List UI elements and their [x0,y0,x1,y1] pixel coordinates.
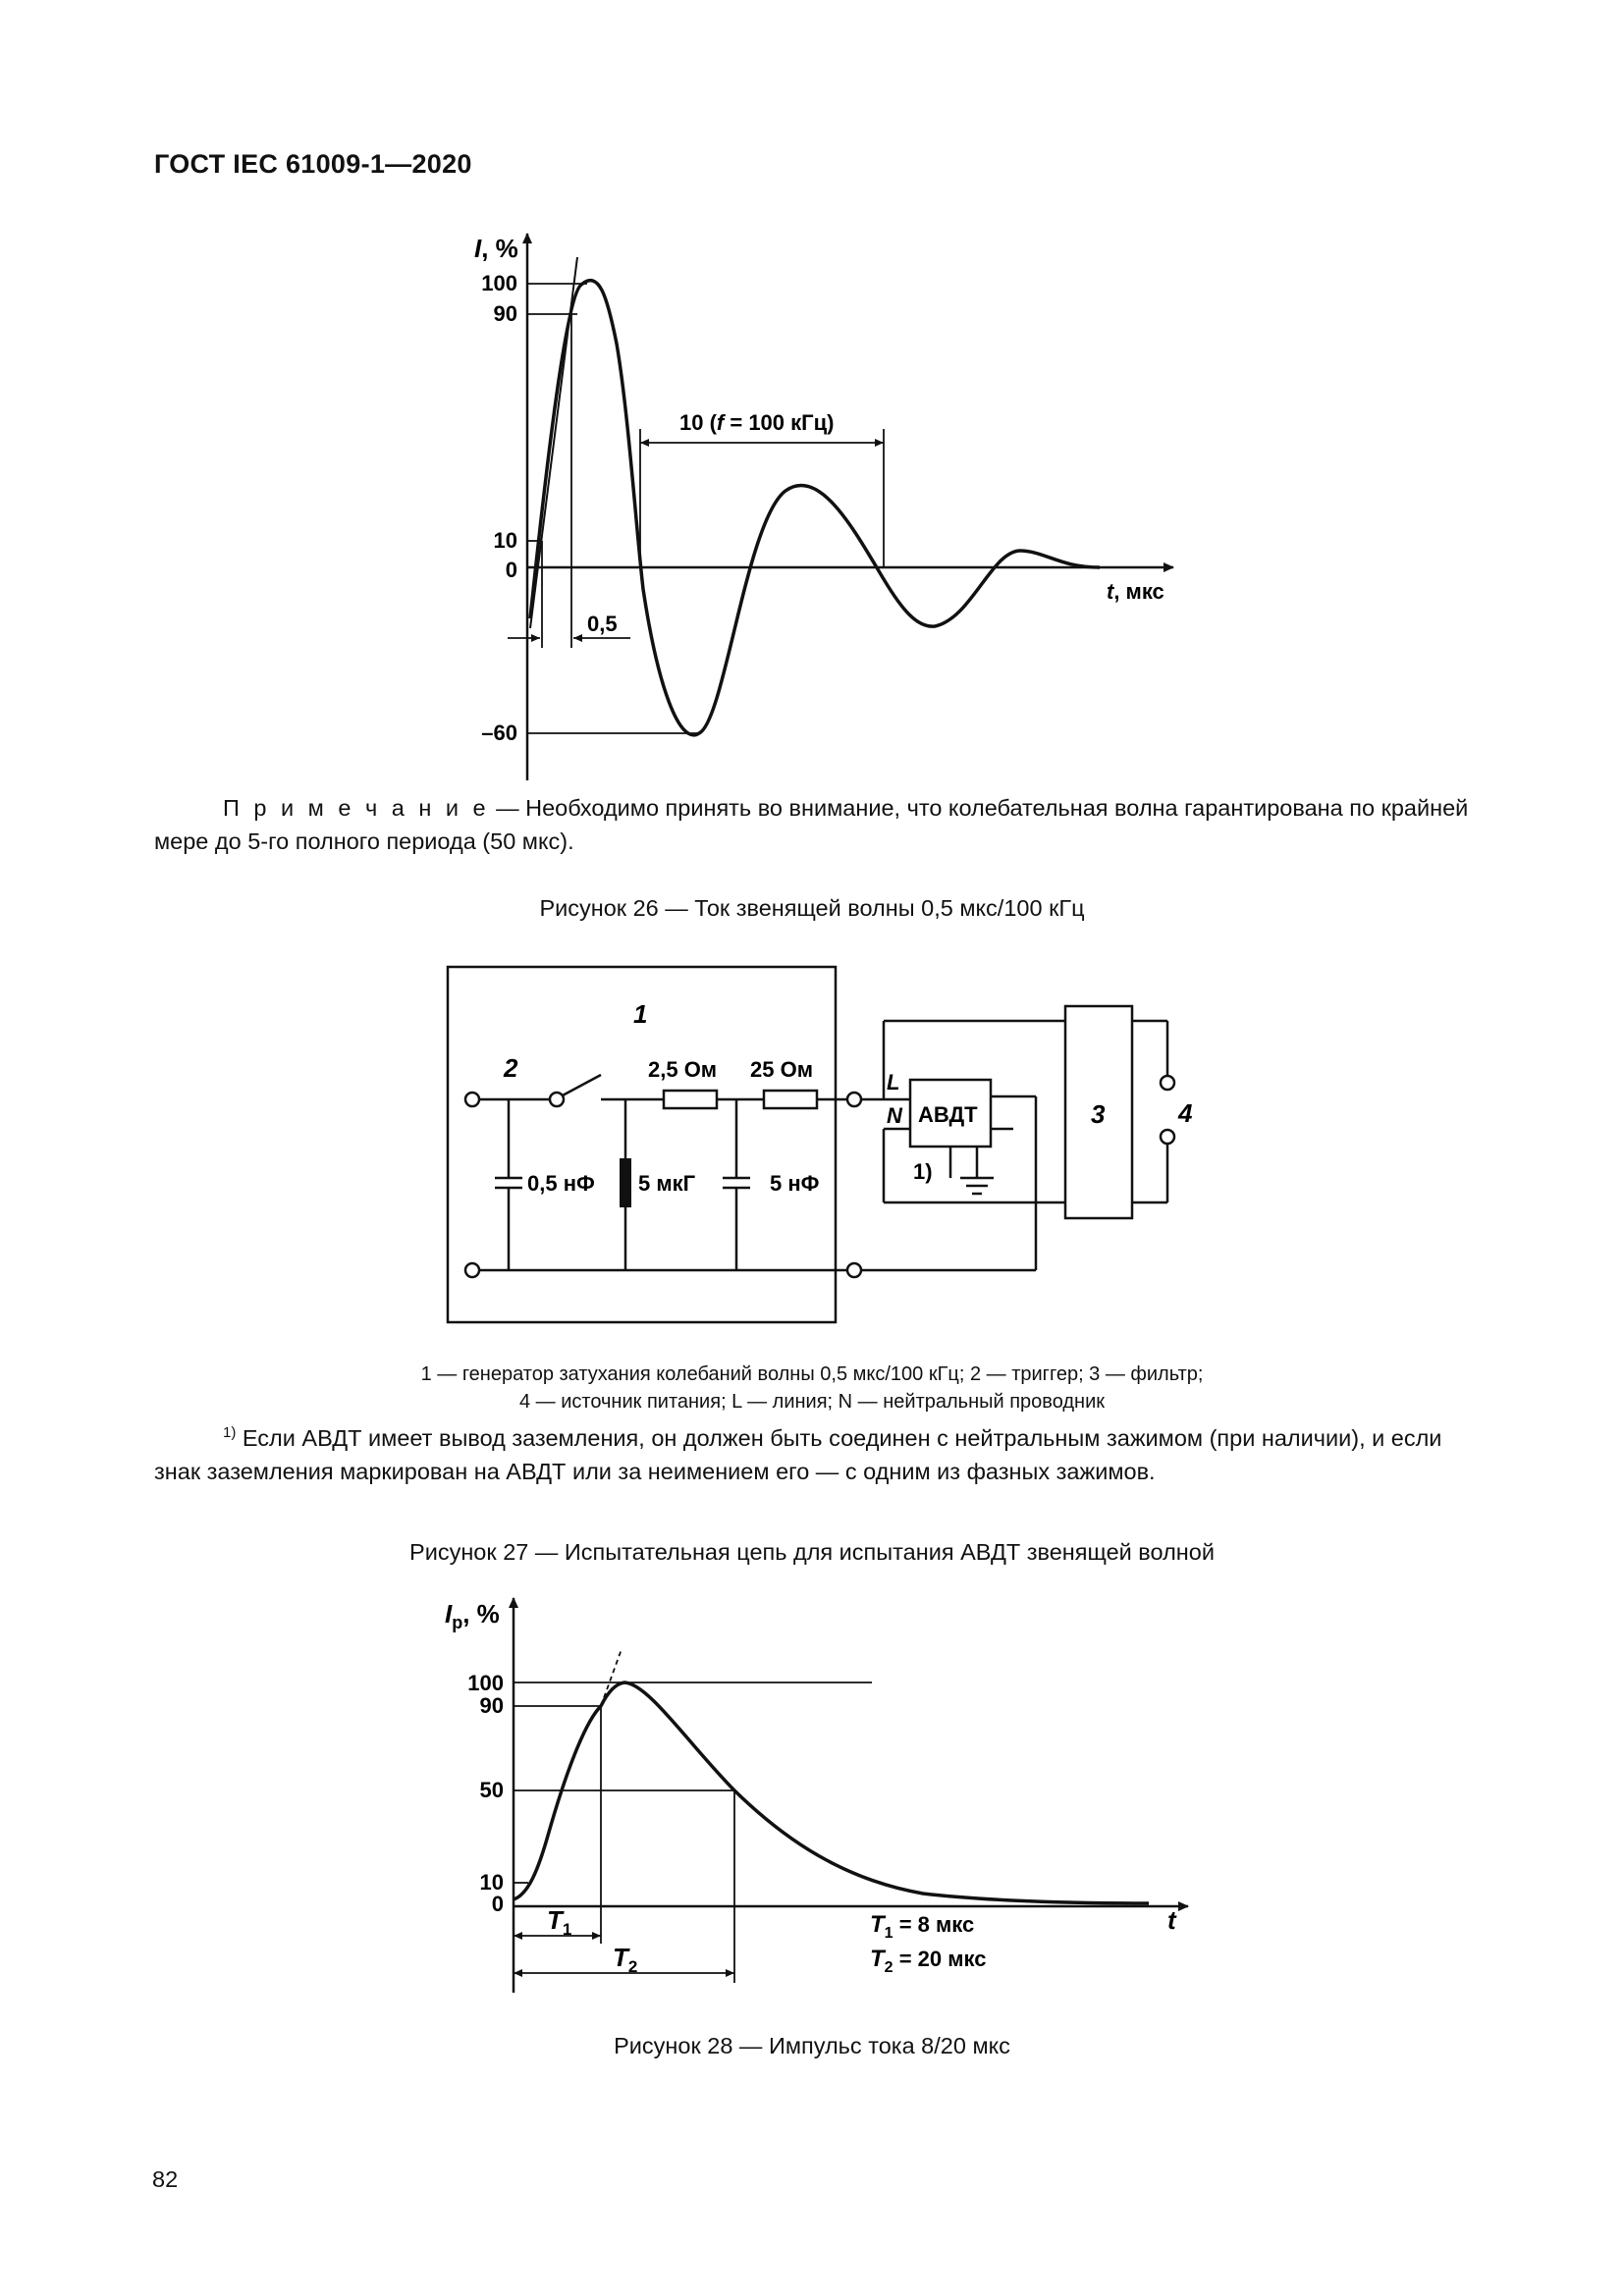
x-axis-label: t, мкс [1107,579,1164,604]
tick-50: 50 [479,1778,504,1802]
label-filter: 3 [1091,1099,1106,1129]
figure-27-legend-line-2: 4 — источник питания; L — линия; N — нейтральный проводник [518,1391,1106,1413]
t2-value: $T_2 = 20$ мкс [870,1946,987,1976]
tick-100: 100 [467,1671,504,1695]
period-label: 10 (f = 100 кГц) [679,410,835,435]
device-label: АВДТ [918,1102,978,1127]
figure-28-caption: Рисунок 28 — Импульс тока 8/20 мкс [614,2033,1010,2058]
document-header: ГОСТ IEC 61009-1—2020 [154,149,472,179]
line-label: L [887,1070,900,1095]
x-axis-label: t [1167,1905,1176,1935]
figure-26-caption: Рисунок 26 — Ток звенящей волны 0,5 мкс/100 кГц [539,895,1085,921]
t1-value: $T_1 = 8$ мкс [870,1911,975,1942]
footnote-mark-label: 1) [913,1159,933,1184]
figure-27-legend-line-1: 1 — генератор затухания колебаний волны 0,5 мкс/100 кГц; 2 — триггер; 3 — фильтр; [420,1363,1204,1385]
label-generator: 1 [633,999,648,1029]
resistor-2-label: 25 Ом [750,1057,813,1082]
capacitor-1-label: 0,5 нФ [527,1171,595,1196]
impulse-curve [514,1682,1149,1903]
tick-90: 90 [493,301,517,326]
rise-time-label: 0,5 [587,612,618,636]
tick-90: 90 [479,1693,504,1718]
ringwave-curve [530,281,1100,735]
figure-27-test-circuit [0,942,1624,1355]
t1-marker-label: $T_1$ [547,1905,572,1939]
tick-0: 0 [491,1892,504,1916]
capacitor-2-label: 5 нФ [770,1171,820,1196]
figure-28-impulse-chart [0,1580,1624,2002]
t2-marker-label: $T_2$ [613,1943,638,1976]
figure-27-footnote: $^{1)}$ Если АВДТ имеет вывод заземления, он должен быть соединен с нейтральным зажимом (при наличии), и если знак заземления маркирован на АВДТ или за неимением его — с одним из фазных зажимов. [154,1424,1442,1484]
tick-0: 0 [505,558,517,582]
figure-26-note: П р и м е ч а н и е — Необходимо принять во внимание, что колебательная волна гарантирована по крайней мере до 5-го полного периода (50 мкс). [154,795,1469,854]
tick-100: 100 [481,271,517,295]
tick-10: 10 [479,1870,504,1895]
svg-text:Ip, %: $I_p$, % [445,1599,500,1632]
label-trigger: 2 [504,1053,518,1083]
resistor-1-label: 2,5 Ом [648,1057,718,1082]
label-supply: 4 [1178,1098,1193,1128]
neutral-label: N [887,1103,902,1128]
svg-text:I, %: I, % [474,234,518,263]
figure-27-caption: Рисунок 27 — Испытательная цепь для испытания АВДТ звенящей волной [409,1539,1215,1565]
page-number: 82 [152,2166,179,2192]
tick-10: 10 [493,528,517,553]
inductor-label: 5 мкГ [638,1171,696,1196]
figure-26-ringwave-chart [0,0,1624,805]
tick-minus-60: –60 [481,721,517,745]
